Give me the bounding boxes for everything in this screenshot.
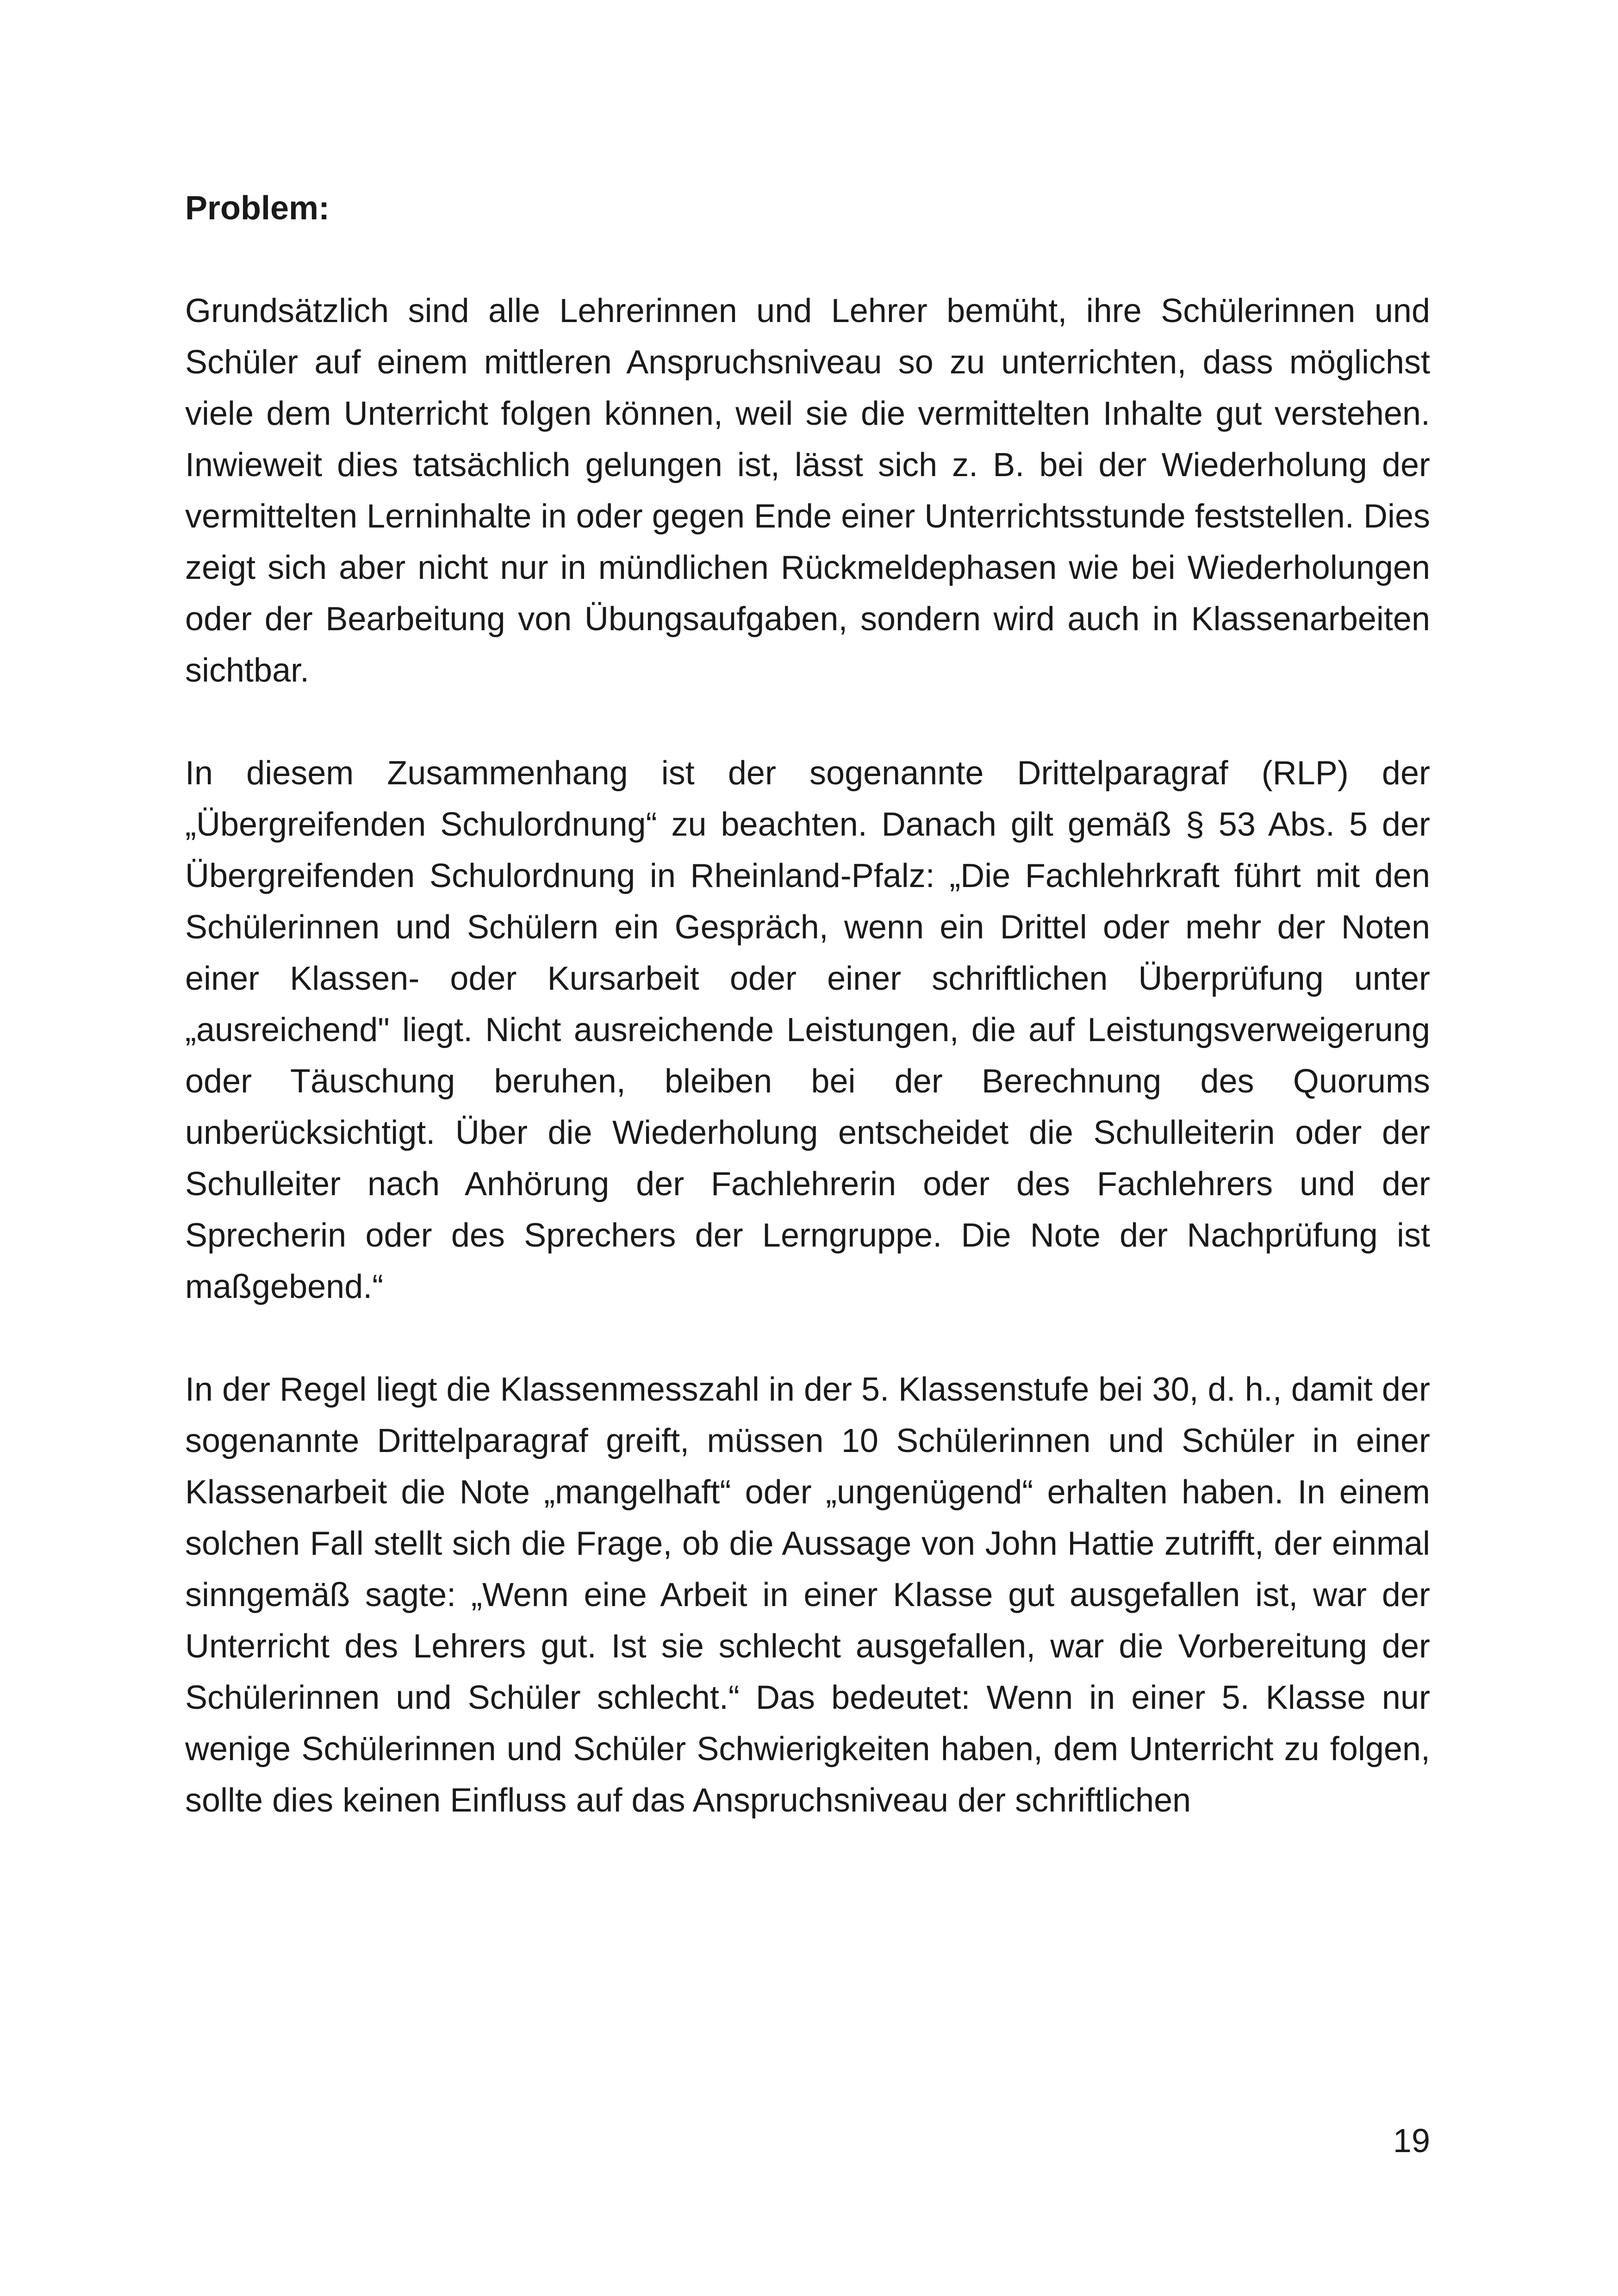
paragraph-drittelparagraf: In diesem Zusammenhang ist der sogenannte Drittelparagraf (RLP) der „Übergreifenden Schulordnung“ zu beachten. Danach gilt gemäß § 53 Abs. 5 der Übergreifenden Schulordnung in Rheinland-Pfalz: „Die Fachlehrkraft führt mit den Schülerinnen und Schülern ein Gespräch, wenn ein Drittel oder mehr der Noten einer Klassen- oder Kursarbeit oder einer schriftlichen Überprüfung unter „ausreichend" liegt. Nicht ausreichende Leistungen, die auf Leistungsverweigerung oder Täuschung beruhen, bleiben bei der Berechnung des Quorums unberücksichtigt. Über die Wiederholung entscheidet die Schulleiterin oder der Schulleiter nach Anhörung der Fachlehrerin oder des Fachlehrers und der Sprecherin oder des Sprechers der Lerngruppe. Die Note der Nachprüfung ist maßgebend.“ (185, 755, 1430, 1305)
paragraph-intro: Grundsätzlich sind alle Lehrerinnen und Lehrer bemüht, ihre Schülerinnen und Schüler auf einem mittleren Anspruchsniveau so zu unterrichten, dass möglichst viele dem Unterricht folgen können, weil sie die vermittelten Inhalte gut verstehen. Inwieweit dies tatsächlich gelungen ist, lässt sich z. B. bei der Wiederholung der vermittelten Lerninhalte in oder gegen Ende einer Unterrichtsstunde feststellen. Dies zeigt sich aber nicht nur in mündlichen Rückmeldephasen wie bei Wiederholungen oder der Bearbeitung von Übungsaufgaben, sondern wird auch in Klassenarbeiten sichtbar. (185, 292, 1430, 689)
page-number: 19 (1393, 2122, 1430, 2159)
section-heading: Problem: (185, 190, 330, 227)
paragraph-spacer (185, 696, 1430, 748)
heading-spacer (185, 234, 1430, 285)
page-body (185, 183, 1430, 1826)
paragraph-spacer (185, 1313, 1430, 1364)
paragraph-klassenmesszahl: In der Regel liegt die Klassenmesszahl in der 5. Klassenstufe bei 30, d. h., damit der sogenannte Drittelparagraf greift, müssen 10 Schülerinnen und Schüler in einer Klassenarbeit die Note „mangelhaft“ oder „ungenügend“ erhalten haben. In einem solchen Fall stellt sich die Frage, ob die Aussage von John Hattie zutrifft, der einmal sinngemäß sagte: „Wenn eine Arbeit in einer Klasse gut ausgefallen ist, war der Unterricht des Lehrers gut. Ist sie schlecht ausgefallen, war die Vorbereitung der Schülerinnen und Schüler schlecht.“ Das bedeutet: Wenn in einer 5. Klasse nur wenige Schülerinnen und Schüler Schwierigkeiten haben, dem Unterricht zu folgen, sollte dies keinen Einfluss auf das Anspruchsniveau der schriftlichen (185, 1371, 1430, 1819)
